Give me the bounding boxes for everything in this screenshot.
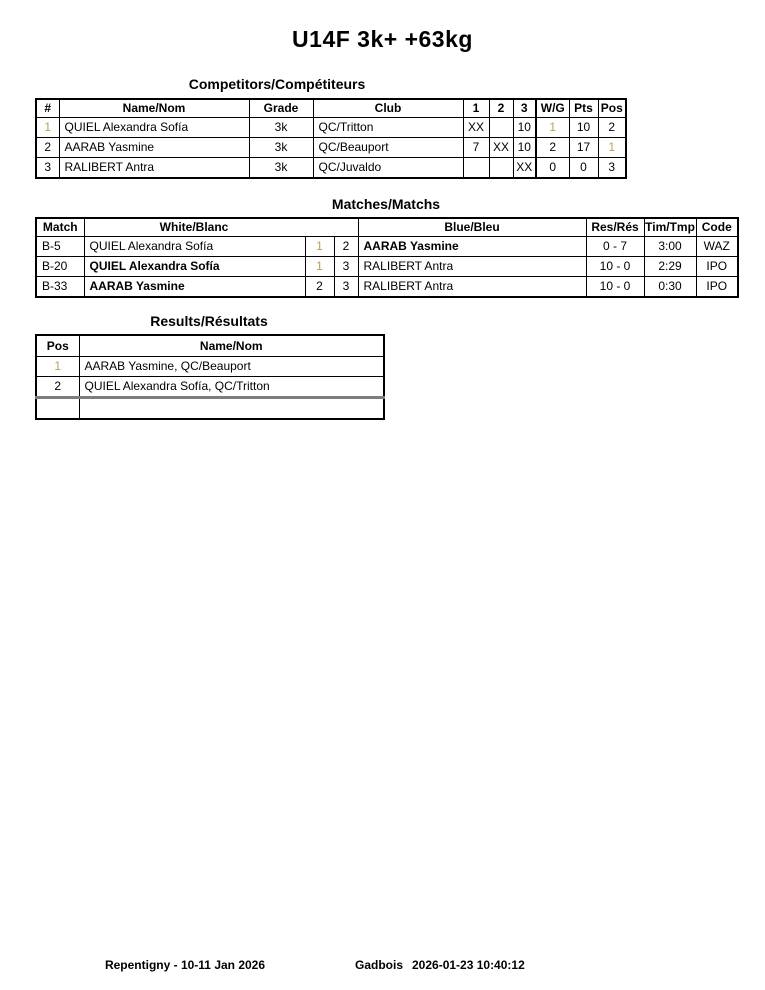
round-3-score-cell: 10 (513, 138, 536, 158)
competitor-row (36, 138, 626, 158)
round-1-score-cell (463, 158, 489, 179)
match-row (36, 257, 738, 277)
blue-name-cell: RALIBERT Antra (358, 257, 586, 277)
result-row (36, 357, 384, 377)
header-club: Club (313, 99, 463, 118)
win-code-cell: IPO (696, 257, 738, 277)
win-code-cell: IPO (696, 277, 738, 298)
results-table (35, 334, 385, 420)
competitors-table (35, 98, 627, 179)
header-wins-games: W/G (536, 99, 569, 118)
matches-header-row (36, 218, 738, 237)
header-code: Code (696, 218, 738, 237)
position-cell: 3 (598, 158, 626, 179)
header-name: Name/Nom (59, 99, 249, 118)
competitor-name-cell: RALIBERT Antra (59, 158, 249, 179)
match-number-cell: B-5 (36, 237, 84, 257)
wins-games-cell: 1 (536, 118, 569, 138)
round-3-score-cell: XX (513, 158, 536, 179)
win-code-cell: WAZ (696, 237, 738, 257)
white-name-cell: QUIEL Alexandra Sofía (84, 257, 305, 277)
header-result: Res/Rés (586, 218, 644, 237)
white-competitor-number-cell: 1 (305, 257, 334, 277)
points-cell: 17 (569, 138, 598, 158)
matches-section-heading: Matches/Matchs (331, 196, 441, 212)
match-number-cell: B-20 (36, 257, 84, 277)
blue-competitor-number-cell: 3 (334, 277, 358, 298)
header-position: Pos (598, 99, 626, 118)
blue-name-cell: AARAB Yasmine (358, 237, 586, 257)
wins-games-cell: 0 (536, 158, 569, 179)
header-points: Pts (569, 99, 598, 118)
competitor-club-cell: QC/Juvaldo (313, 158, 463, 179)
white-competitor-number-cell: 1 (305, 237, 334, 257)
footer-club-text: Gadbois (355, 958, 404, 972)
position-cell: 1 (598, 138, 626, 158)
competitor-row (36, 118, 626, 138)
white-name-cell: AARAB Yasmine (84, 277, 305, 298)
round-2-score-cell (489, 158, 513, 179)
footer-event-text: Repentigny - 10-11 Jan 2026 (104, 958, 266, 972)
competitors-header-row (36, 99, 626, 118)
header-blue: Blue/Bleu (358, 218, 586, 237)
round-2-score-cell: XX (489, 138, 513, 158)
result-name-cell: AARAB Yasmine, QC/Beauport (79, 357, 384, 377)
header-round-3: 3 (513, 99, 536, 118)
competitor-club-cell: QC/Tritton (313, 118, 463, 138)
position-cell: 2 (598, 118, 626, 138)
result-name-cell: QUIEL Alexandra Sofía, QC/Tritton (79, 377, 384, 398)
result-score-cell: 10 - 0 (586, 257, 644, 277)
round-1-score-cell: XX (463, 118, 489, 138)
matches-table (35, 217, 739, 298)
header-round-2: 2 (489, 99, 513, 118)
blue-competitor-number-cell: 3 (334, 257, 358, 277)
white-competitor-number-cell: 2 (305, 277, 334, 298)
header-round-1: 1 (463, 99, 489, 118)
competitor-grade-cell: 3k (249, 138, 313, 158)
results-header-row (36, 335, 384, 357)
result-position-cell: 1 (36, 357, 79, 377)
match-time-cell: 3:00 (644, 237, 696, 257)
results-empty-row (36, 398, 384, 420)
header-match: Match (36, 218, 84, 237)
match-time-cell: 2:29 (644, 257, 696, 277)
result-row (36, 377, 384, 398)
points-cell: 0 (569, 158, 598, 179)
result-name-cell (79, 398, 384, 420)
competitor-number-cell: 3 (36, 158, 59, 179)
header-time: Tim/Tmp (644, 218, 696, 237)
round-2-score-cell (489, 118, 513, 138)
header-number: # (36, 99, 59, 118)
result-position-cell: 2 (36, 377, 79, 398)
header-white: White/Blanc (84, 218, 358, 237)
round-3-score-cell: 10 (513, 118, 536, 138)
competitor-grade-cell: 3k (249, 118, 313, 138)
competitor-name-cell: AARAB Yasmine (59, 138, 249, 158)
blue-competitor-number-cell: 2 (334, 237, 358, 257)
result-score-cell: 0 - 7 (586, 237, 644, 257)
footer-datetime-text: 2026-01-23 10:40:12 (412, 958, 525, 972)
result-score-cell: 10 - 0 (586, 277, 644, 298)
header-grade: Grade (249, 99, 313, 118)
competitor-number-cell: 2 (36, 138, 59, 158)
page-footer (0, 958, 765, 974)
points-cell: 10 (569, 118, 598, 138)
competitor-row (36, 158, 626, 179)
match-time-cell: 0:30 (644, 277, 696, 298)
header-name: Name/Nom (79, 335, 384, 357)
competitors-section-heading: Competitors/Compétiteurs (188, 76, 366, 92)
match-row (36, 237, 738, 257)
wins-games-cell: 2 (536, 138, 569, 158)
result-position-cell (36, 398, 79, 420)
match-number-cell: B-33 (36, 277, 84, 298)
competitor-name-cell: QUIEL Alexandra Sofía (59, 118, 249, 138)
competitor-club-cell: QC/Beauport (313, 138, 463, 158)
round-1-score-cell: 7 (463, 138, 489, 158)
competitor-number-cell: 1 (36, 118, 59, 138)
match-row (36, 277, 738, 298)
results-section-heading: Results/Résultats (150, 313, 268, 329)
competitor-grade-cell: 3k (249, 158, 313, 179)
header-position: Pos (36, 335, 79, 357)
white-name-cell: QUIEL Alexandra Sofía (84, 237, 305, 257)
blue-name-cell: RALIBERT Antra (358, 277, 586, 298)
page-title: U14F 3k+ +63kg (292, 26, 473, 52)
